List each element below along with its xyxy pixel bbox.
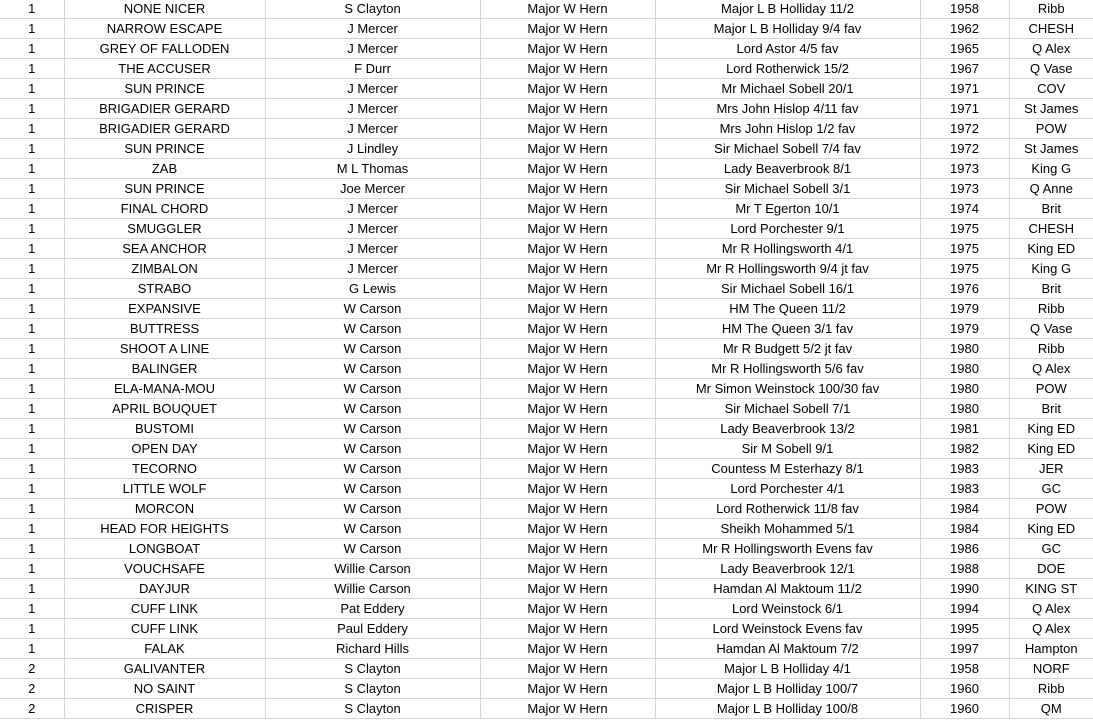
trainer-cell[interactable]: Major W Hern (480, 439, 655, 459)
race-cell[interactable]: Brit (1009, 199, 1093, 219)
jockey-cell[interactable]: J Lindley (265, 139, 480, 159)
table-row (0, 379, 1093, 399)
year-cell[interactable]: 1958 (920, 659, 1009, 679)
table-row (0, 319, 1093, 339)
position-cell[interactable]: 1 (0, 99, 64, 119)
table-row (0, 419, 1093, 439)
jockey-cell[interactable]: W Carson (265, 299, 480, 319)
jockey-cell[interactable]: J Mercer (265, 199, 480, 219)
race-cell[interactable]: St James (1009, 99, 1093, 119)
race-cell[interactable]: Q Vase (1009, 59, 1093, 79)
table-row (0, 439, 1093, 459)
table-row (0, 639, 1093, 659)
table-row (0, 619, 1093, 639)
position-cell[interactable]: 1 (0, 219, 64, 239)
year-cell[interactable]: 1979 (920, 319, 1009, 339)
position-cell[interactable]: 1 (0, 419, 64, 439)
horse-cell[interactable]: ZIMBALON (64, 259, 265, 279)
table-row (0, 179, 1093, 199)
horse-cell[interactable]: OPEN DAY (64, 439, 265, 459)
year-cell[interactable]: 1976 (920, 279, 1009, 299)
owner-odds-cell[interactable]: Major L B Holliday 4/1 (655, 659, 920, 679)
jockey-cell[interactable]: Willie Carson (265, 559, 480, 579)
position-cell[interactable]: 1 (0, 639, 64, 659)
position-cell[interactable]: 1 (0, 79, 64, 99)
year-cell[interactable]: 1962 (920, 19, 1009, 39)
horse-cell[interactable]: BALINGER (64, 359, 265, 379)
trainer-cell[interactable]: Major W Hern (480, 659, 655, 679)
owner-odds-cell[interactable]: Mr Simon Weinstock 100/30 fav (655, 379, 920, 399)
position-cell[interactable]: 1 (0, 379, 64, 399)
jockey-cell[interactable]: W Carson (265, 539, 480, 559)
owner-odds-cell[interactable]: Mr R Hollingsworth 4/1 (655, 239, 920, 259)
position-cell[interactable]: 1 (0, 499, 64, 519)
race-cell[interactable]: Ribb (1009, 679, 1093, 699)
horse-cell[interactable]: MORCON (64, 499, 265, 519)
jockey-cell[interactable]: W Carson (265, 479, 480, 499)
jockey-cell[interactable]: Paul Eddery (265, 619, 480, 639)
year-cell[interactable]: 1980 (920, 399, 1009, 419)
jockey-cell[interactable]: J Mercer (265, 19, 480, 39)
jockey-cell[interactable]: W Carson (265, 399, 480, 419)
table-row (0, 539, 1093, 559)
trainer-cell[interactable]: Major W Hern (480, 339, 655, 359)
year-cell[interactable]: 1971 (920, 99, 1009, 119)
trainer-cell[interactable]: Major W Hern (480, 459, 655, 479)
owner-odds-cell[interactable]: Mr R Hollingsworth 9/4 jt fav (655, 259, 920, 279)
race-cell[interactable]: CHESH (1009, 219, 1093, 239)
trainer-cell[interactable]: Major W Hern (480, 499, 655, 519)
table-row (0, 679, 1093, 699)
horse-cell[interactable]: ZAB (64, 159, 265, 179)
horse-cell[interactable]: NARROW ESCAPE (64, 19, 265, 39)
jockey-cell[interactable]: S Clayton (265, 0, 480, 19)
horse-cell[interactable]: FALAK (64, 639, 265, 659)
year-cell[interactable]: 1975 (920, 239, 1009, 259)
race-cell[interactable]: KING ST (1009, 579, 1093, 599)
table-row (0, 339, 1093, 359)
jockey-cell[interactable]: W Carson (265, 319, 480, 339)
year-cell[interactable]: 1974 (920, 199, 1009, 219)
horse-cell[interactable]: NONE NICER (64, 0, 265, 19)
year-cell[interactable]: 1984 (920, 519, 1009, 539)
jockey-cell[interactable]: W Carson (265, 419, 480, 439)
position-cell[interactable]: 1 (0, 0, 64, 19)
horse-cell[interactable]: BRIGADIER GERARD (64, 99, 265, 119)
year-cell[interactable]: 1972 (920, 139, 1009, 159)
position-cell[interactable]: 1 (0, 19, 64, 39)
jockey-cell[interactable]: W Carson (265, 459, 480, 479)
year-cell[interactable]: 1965 (920, 39, 1009, 59)
owner-odds-cell[interactable]: Mr R Hollingsworth 5/6 fav (655, 359, 920, 379)
table-row (0, 159, 1093, 179)
jockey-cell[interactable]: F Durr (265, 59, 480, 79)
table-row (0, 479, 1093, 499)
trainer-cell[interactable]: Major W Hern (480, 159, 655, 179)
table-row (0, 579, 1093, 599)
horse-cell[interactable]: THE ACCUSER (64, 59, 265, 79)
position-cell[interactable]: 1 (0, 479, 64, 499)
trainer-cell[interactable]: Major W Hern (480, 0, 655, 19)
race-cell[interactable]: Q Alex (1009, 39, 1093, 59)
table-row (0, 79, 1093, 99)
year-cell[interactable]: 1960 (920, 699, 1009, 719)
owner-odds-cell[interactable]: Lord Rotherwick 11/8 fav (655, 499, 920, 519)
position-cell[interactable]: 1 (0, 239, 64, 259)
jockey-cell[interactable]: Richard Hills (265, 639, 480, 659)
jockey-cell[interactable]: Joe Mercer (265, 179, 480, 199)
race-cell[interactable]: Ribb (1009, 339, 1093, 359)
year-cell[interactable]: 1983 (920, 479, 1009, 499)
horse-cell[interactable]: BRIGADIER GERARD (64, 119, 265, 139)
table-row (0, 559, 1093, 579)
horse-cell[interactable]: BUTTRESS (64, 319, 265, 339)
table-row (0, 219, 1093, 239)
trainer-cell[interactable]: Major W Hern (480, 379, 655, 399)
position-cell[interactable]: 2 (0, 679, 64, 699)
owner-odds-cell[interactable]: Major L B Holliday 100/7 (655, 679, 920, 699)
race-cell[interactable]: Hampton (1009, 639, 1093, 659)
jockey-cell[interactable]: W Carson (265, 499, 480, 519)
table-row (0, 299, 1093, 319)
owner-odds-cell[interactable]: Hamdan Al Maktoum 7/2 (655, 639, 920, 659)
trainer-cell[interactable]: Major W Hern (480, 319, 655, 339)
owner-odds-cell[interactable]: Sheikh Mohammed 5/1 (655, 519, 920, 539)
year-cell[interactable]: 1994 (920, 599, 1009, 619)
owner-odds-cell[interactable]: Hamdan Al Maktoum 11/2 (655, 579, 920, 599)
owner-odds-cell[interactable]: Lady Beaverbrook 13/2 (655, 419, 920, 439)
trainer-cell[interactable]: Major W Hern (480, 679, 655, 699)
race-cell[interactable]: JER (1009, 459, 1093, 479)
trainer-cell[interactable]: Major W Hern (480, 59, 655, 79)
race-cell[interactable]: QM (1009, 699, 1093, 719)
position-cell[interactable]: 1 (0, 559, 64, 579)
horse-cell[interactable]: SUN PRINCE (64, 139, 265, 159)
owner-odds-cell[interactable]: Lord Porchester 9/1 (655, 219, 920, 239)
position-cell[interactable]: 1 (0, 439, 64, 459)
trainer-cell[interactable]: Major W Hern (480, 99, 655, 119)
table-row (0, 199, 1093, 219)
race-cell[interactable]: Q Alex (1009, 619, 1093, 639)
owner-odds-cell[interactable]: Sir Michael Sobell 3/1 (655, 179, 920, 199)
race-cell[interactable]: COV (1009, 79, 1093, 99)
race-cell[interactable]: GC (1009, 479, 1093, 499)
table-row (0, 39, 1093, 59)
jockey-cell[interactable]: J Mercer (265, 99, 480, 119)
owner-odds-cell[interactable]: Mrs John Hislop 4/11 fav (655, 99, 920, 119)
race-cell[interactable]: King ED (1009, 239, 1093, 259)
year-cell[interactable]: 1990 (920, 579, 1009, 599)
position-cell[interactable]: 1 (0, 399, 64, 419)
year-cell[interactable]: 1980 (920, 359, 1009, 379)
owner-odds-cell[interactable]: Sir Michael Sobell 16/1 (655, 279, 920, 299)
jockey-cell[interactable]: W Carson (265, 339, 480, 359)
table-row (0, 139, 1093, 159)
trainer-cell[interactable]: Major W Hern (480, 619, 655, 639)
race-cell[interactable]: DOE (1009, 559, 1093, 579)
jockey-cell[interactable]: J Mercer (265, 39, 480, 59)
race-cell[interactable]: Brit (1009, 399, 1093, 419)
jockey-cell[interactable]: J Mercer (265, 119, 480, 139)
position-cell[interactable]: 1 (0, 179, 64, 199)
position-cell[interactable]: 1 (0, 259, 64, 279)
position-cell[interactable]: 1 (0, 459, 64, 479)
position-cell[interactable]: 2 (0, 699, 64, 719)
year-cell[interactable]: 1958 (920, 0, 1009, 19)
horse-cell[interactable]: SMUGGLER (64, 219, 265, 239)
trainer-cell[interactable]: Major W Hern (480, 539, 655, 559)
trainer-cell[interactable]: Major W Hern (480, 299, 655, 319)
race-cell[interactable]: NORF (1009, 659, 1093, 679)
position-cell[interactable]: 1 (0, 539, 64, 559)
position-cell[interactable]: 1 (0, 599, 64, 619)
horse-cell[interactable]: SEA ANCHOR (64, 239, 265, 259)
year-cell[interactable]: 1997 (920, 639, 1009, 659)
table-row (0, 59, 1093, 79)
year-cell[interactable]: 1979 (920, 299, 1009, 319)
horse-cell[interactable]: NO SAINT (64, 679, 265, 699)
horse-cell[interactable]: FINAL CHORD (64, 199, 265, 219)
race-cell[interactable]: St James (1009, 139, 1093, 159)
race-cell[interactable]: King ED (1009, 419, 1093, 439)
position-cell[interactable]: 1 (0, 119, 64, 139)
position-cell[interactable]: 1 (0, 579, 64, 599)
owner-odds-cell[interactable]: Lord Weinstock 6/1 (655, 599, 920, 619)
year-cell[interactable]: 1988 (920, 559, 1009, 579)
jockey-cell[interactable]: J Mercer (265, 259, 480, 279)
trainer-cell[interactable]: Major W Hern (480, 559, 655, 579)
table-row (0, 659, 1093, 679)
position-cell[interactable]: 1 (0, 299, 64, 319)
owner-odds-cell[interactable]: Major L B Holliday 100/8 (655, 699, 920, 719)
horse-cell[interactable]: CUFF LINK (64, 599, 265, 619)
trainer-cell[interactable]: Major W Hern (480, 579, 655, 599)
horse-cell[interactable]: BUSTOMI (64, 419, 265, 439)
position-cell[interactable]: 1 (0, 199, 64, 219)
race-cell[interactable]: POW (1009, 499, 1093, 519)
jockey-cell[interactable]: W Carson (265, 519, 480, 539)
owner-odds-cell[interactable]: Mr R Budgett 5/2 jt fav (655, 339, 920, 359)
table-row (0, 399, 1093, 419)
year-cell[interactable]: 1972 (920, 119, 1009, 139)
trainer-cell[interactable]: Major W Hern (480, 219, 655, 239)
position-cell[interactable]: 1 (0, 39, 64, 59)
table-row (0, 359, 1093, 379)
jockey-cell[interactable]: S Clayton (265, 679, 480, 699)
trainer-cell[interactable]: Major W Hern (480, 419, 655, 439)
jockey-cell[interactable]: W Carson (265, 439, 480, 459)
horse-cell[interactable]: LITTLE WOLF (64, 479, 265, 499)
race-cell[interactable]: King G (1009, 259, 1093, 279)
horse-cell[interactable]: TECORNO (64, 459, 265, 479)
jockey-cell[interactable]: J Mercer (265, 219, 480, 239)
table-row (0, 599, 1093, 619)
owner-odds-cell[interactable]: Sir M Sobell 9/1 (655, 439, 920, 459)
year-cell[interactable]: 1995 (920, 619, 1009, 639)
jockey-cell[interactable]: Willie Carson (265, 579, 480, 599)
race-cell[interactable]: POW (1009, 379, 1093, 399)
horse-cell[interactable]: GALIVANTER (64, 659, 265, 679)
jockey-cell[interactable]: W Carson (265, 379, 480, 399)
horse-cell[interactable]: SHOOT A LINE (64, 339, 265, 359)
table-row (0, 0, 1093, 19)
owner-odds-cell[interactable]: HM The Queen 11/2 (655, 299, 920, 319)
year-cell[interactable]: 1980 (920, 339, 1009, 359)
year-cell[interactable]: 1967 (920, 59, 1009, 79)
horse-cell[interactable]: SUN PRINCE (64, 79, 265, 99)
trainer-cell[interactable]: Major W Hern (480, 19, 655, 39)
year-cell[interactable]: 1960 (920, 679, 1009, 699)
race-cell[interactable]: CHESH (1009, 19, 1093, 39)
horse-cell[interactable]: CUFF LINK (64, 619, 265, 639)
horse-cell[interactable]: STRABO (64, 279, 265, 299)
horse-cell[interactable]: GREY OF FALLODEN (64, 39, 265, 59)
position-cell[interactable]: 1 (0, 279, 64, 299)
jockey-cell[interactable]: S Clayton (265, 659, 480, 679)
trainer-cell[interactable]: Major W Hern (480, 119, 655, 139)
table-row (0, 459, 1093, 479)
year-cell[interactable]: 1975 (920, 259, 1009, 279)
horse-cell[interactable]: EXPANSIVE (64, 299, 265, 319)
table-row (0, 239, 1093, 259)
trainer-cell[interactable]: Major W Hern (480, 259, 655, 279)
trainer-cell[interactable]: Major W Hern (480, 79, 655, 99)
owner-odds-cell[interactable]: Mr R Hollingsworth Evens fav (655, 539, 920, 559)
trainer-cell[interactable]: Major W Hern (480, 199, 655, 219)
horse-cell[interactable]: APRIL BOUQUET (64, 399, 265, 419)
race-cell[interactable]: Ribb (1009, 0, 1093, 19)
owner-odds-cell[interactable]: Sir Michael Sobell 7/1 (655, 399, 920, 419)
owner-odds-cell[interactable]: Mrs John Hislop 1/2 fav (655, 119, 920, 139)
owner-odds-cell[interactable]: Lady Beaverbrook 12/1 (655, 559, 920, 579)
position-cell[interactable]: 1 (0, 619, 64, 639)
race-cell[interactable]: King ED (1009, 439, 1093, 459)
owner-odds-cell[interactable]: Lord Weinstock Evens fav (655, 619, 920, 639)
trainer-cell[interactable]: Major W Hern (480, 39, 655, 59)
race-cell[interactable]: Q Alex (1009, 359, 1093, 379)
position-cell[interactable]: 1 (0, 359, 64, 379)
trainer-cell[interactable]: Major W Hern (480, 139, 655, 159)
race-cell[interactable]: King G (1009, 159, 1093, 179)
trainer-cell[interactable]: Major W Hern (480, 179, 655, 199)
table-row (0, 119, 1093, 139)
horse-cell[interactable]: CRISPER (64, 699, 265, 719)
owner-odds-cell[interactable]: Lord Astor 4/5 fav (655, 39, 920, 59)
year-cell[interactable]: 1981 (920, 419, 1009, 439)
owner-odds-cell[interactable]: Major L B Holliday 11/2 (655, 0, 920, 19)
trainer-cell[interactable]: Major W Hern (480, 399, 655, 419)
year-cell[interactable]: 1971 (920, 79, 1009, 99)
year-cell[interactable]: 1983 (920, 459, 1009, 479)
year-cell[interactable]: 1986 (920, 539, 1009, 559)
jockey-cell[interactable]: S Clayton (265, 699, 480, 719)
owner-odds-cell[interactable]: HM The Queen 3/1 fav (655, 319, 920, 339)
position-cell[interactable]: 1 (0, 339, 64, 359)
position-cell[interactable]: 1 (0, 519, 64, 539)
trainer-cell[interactable]: Major W Hern (480, 479, 655, 499)
owner-odds-cell[interactable]: Mr T Egerton 10/1 (655, 199, 920, 219)
horse-cell[interactable]: HEAD FOR HEIGHTS (64, 519, 265, 539)
trainer-cell[interactable]: Major W Hern (480, 599, 655, 619)
table-row (0, 279, 1093, 299)
position-cell[interactable]: 2 (0, 659, 64, 679)
table-row (0, 699, 1093, 719)
trainer-cell[interactable]: Major W Hern (480, 359, 655, 379)
owner-odds-cell[interactable]: Sir Michael Sobell 7/4 fav (655, 139, 920, 159)
trainer-cell[interactable]: Major W Hern (480, 639, 655, 659)
trainer-cell[interactable]: Major W Hern (480, 699, 655, 719)
year-cell[interactable]: 1984 (920, 499, 1009, 519)
table-row (0, 99, 1093, 119)
owner-odds-cell[interactable]: Lord Rotherwick 15/2 (655, 59, 920, 79)
table-row (0, 499, 1093, 519)
position-cell[interactable]: 1 (0, 159, 64, 179)
race-cell[interactable]: King ED (1009, 519, 1093, 539)
race-cell[interactable]: GC (1009, 539, 1093, 559)
owner-odds-cell[interactable]: Lady Beaverbrook 8/1 (655, 159, 920, 179)
race-cell[interactable]: POW (1009, 119, 1093, 139)
race-cell[interactable]: Q Anne (1009, 179, 1093, 199)
owner-odds-cell[interactable]: Mr Michael Sobell 20/1 (655, 79, 920, 99)
table-row (0, 19, 1093, 39)
horse-cell[interactable]: SUN PRINCE (64, 179, 265, 199)
race-cell[interactable]: Ribb (1009, 299, 1093, 319)
jockey-cell[interactable]: G Lewis (265, 279, 480, 299)
year-cell[interactable]: 1973 (920, 159, 1009, 179)
race-cell[interactable]: Q Alex (1009, 599, 1093, 619)
year-cell[interactable]: 1973 (920, 179, 1009, 199)
jockey-cell[interactable]: J Mercer (265, 79, 480, 99)
horse-cell[interactable]: LONGBOAT (64, 539, 265, 559)
year-cell[interactable]: 1980 (920, 379, 1009, 399)
table-row (0, 519, 1093, 539)
trainer-cell[interactable]: Major W Hern (480, 519, 655, 539)
horse-cell[interactable]: DAYJUR (64, 579, 265, 599)
trainer-cell[interactable]: Major W Hern (480, 239, 655, 259)
position-cell[interactable]: 1 (0, 59, 64, 79)
jockey-cell[interactable]: W Carson (265, 359, 480, 379)
year-cell[interactable]: 1982 (920, 439, 1009, 459)
owner-odds-cell[interactable]: Lord Porchester 4/1 (655, 479, 920, 499)
owner-odds-cell[interactable]: Major L B Holliday 9/4 fav (655, 19, 920, 39)
jockey-cell[interactable]: M L Thomas (265, 159, 480, 179)
position-cell[interactable]: 1 (0, 139, 64, 159)
horse-cell[interactable]: ELA-MANA-MOU (64, 379, 265, 399)
race-cell[interactable]: Brit (1009, 279, 1093, 299)
horse-cell[interactable]: VOUCHSAFE (64, 559, 265, 579)
trainer-cell[interactable]: Major W Hern (480, 279, 655, 299)
position-cell[interactable]: 1 (0, 319, 64, 339)
year-cell[interactable]: 1975 (920, 219, 1009, 239)
owner-odds-cell[interactable]: Countess M Esterhazy 8/1 (655, 459, 920, 479)
jockey-cell[interactable]: J Mercer (265, 239, 480, 259)
jockey-cell[interactable]: Pat Eddery (265, 599, 480, 619)
table-row (0, 259, 1093, 279)
race-cell[interactable]: Q Vase (1009, 319, 1093, 339)
